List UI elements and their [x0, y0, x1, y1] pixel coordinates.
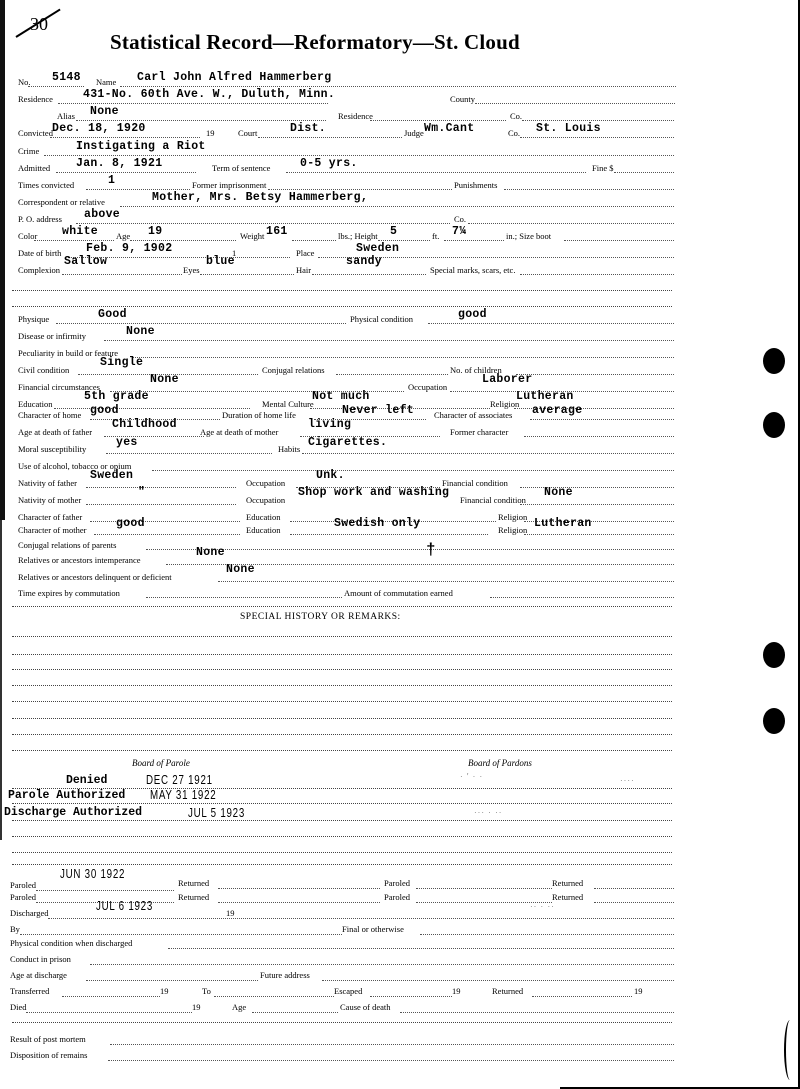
number-label: No. — [18, 77, 31, 87]
parole-authorized-date: MAY 31 1922 — [150, 787, 217, 802]
religion-label: Religion — [490, 399, 520, 409]
final-label: Final or otherwise — [342, 924, 404, 934]
mother-financial-label: Financial condition — [460, 495, 526, 505]
board-of-parole-heading: Board of Parole — [132, 758, 190, 768]
financial-label: Financial circumstances — [18, 382, 100, 392]
row-residence — [0, 88, 800, 106]
term-value: 0-5 yrs. — [300, 157, 358, 170]
mother-nativity-value: " — [138, 486, 146, 499]
board-line — [12, 803, 672, 804]
post-mortem-label: Result of post mortem — [10, 1034, 86, 1044]
times-convicted-value: 1 — [108, 174, 116, 187]
father-death-label: Age at death of father — [18, 427, 93, 437]
alias-label: Alias — [57, 111, 75, 121]
row-died — [0, 998, 800, 1016]
home-duration-value: Never left — [342, 404, 415, 417]
transferred-19: 19 — [160, 986, 169, 996]
convicted-label: Convicted — [18, 128, 53, 138]
place-value: Sweden — [356, 242, 400, 255]
alias-co-label: Co. — [510, 111, 523, 121]
mother-nativity-label: Nativity of mother — [18, 495, 82, 505]
height-feet: 5 — [390, 225, 398, 238]
faint-discharge-text: ·· · ·· — [530, 902, 555, 911]
children-label: No. of children — [450, 365, 502, 375]
record-number: 5148 — [52, 71, 81, 84]
row-admitted — [0, 157, 800, 175]
page-title: Statistical Record—Reformatory—St. Cloud — [110, 30, 520, 54]
inmate-name: Carl John Alfred Hammerberg — [137, 71, 332, 84]
color-label: Color — [18, 231, 38, 241]
civil-condition-label: Civil condition — [18, 365, 70, 375]
former-character-label: Former character — [450, 427, 509, 437]
disease-label: Disease or infirmity — [18, 331, 86, 341]
row-crime — [0, 140, 800, 158]
faint-pardons-text: ··· · ·· — [474, 808, 503, 817]
fine-label: Fine $ — [592, 163, 614, 173]
father-nativity-label: Nativity of father — [18, 478, 78, 488]
hair-label: Hair — [296, 265, 312, 275]
blank-line — [12, 606, 672, 607]
punch-hole-icon — [763, 642, 785, 668]
alias-value: None — [90, 105, 119, 118]
county-co-value: St. Louis — [536, 122, 601, 135]
age-label: Age — [116, 231, 131, 241]
punch-hole-icon — [763, 708, 785, 734]
mother-financial-value: None — [544, 486, 573, 499]
paroled-label: Paroled — [10, 880, 36, 890]
former-imprisonment-label: Former imprisonment — [192, 180, 267, 190]
discharged-date: JUL 6 1923 — [96, 898, 154, 913]
mother-death-value: living — [308, 418, 352, 431]
row-civil — [0, 356, 800, 377]
physique-label: Physique — [18, 314, 50, 324]
times-convicted-label: Times convicted — [18, 180, 75, 190]
remarks-line — [12, 734, 672, 735]
convicted-date: Dec. 18, 1920 — [52, 122, 146, 135]
dob-value: Feb. 9, 1902 — [86, 242, 173, 255]
row-disease — [0, 325, 800, 343]
margin-mark-icon: † — [426, 541, 436, 559]
po-address-value: above — [84, 208, 121, 221]
future-address-label: Future address — [260, 970, 310, 980]
peculiarity-label: Peculiarity in build or feature — [18, 348, 119, 358]
paroled-date: JUN 30 1922 — [60, 866, 126, 881]
intemperance-label: Relatives or ancestors intemperance — [18, 555, 141, 565]
parole-authorized-stamp: Parole Authorized — [8, 789, 126, 802]
age-value: 19 — [148, 225, 163, 238]
residence-label: Residence — [18, 94, 53, 104]
row-dob — [0, 242, 800, 260]
discharged-label: Discharged — [10, 908, 49, 918]
court-label: Court — [238, 128, 258, 138]
lbs-height-label: lbs.; Height — [338, 231, 378, 241]
correspondent-value: Mother, Mrs. Betsy Hammerberg, — [152, 191, 369, 204]
po-co-label: Co. — [454, 214, 467, 224]
remarks-line — [12, 654, 672, 655]
physical-condition-label: Physical condition — [350, 314, 414, 324]
physique-value: Good — [98, 308, 127, 321]
died-label: Died — [10, 1002, 27, 1012]
associates-label: Character of associates — [434, 410, 513, 420]
court-value: Dist. — [290, 122, 327, 135]
convicted-19: 19 — [206, 128, 215, 138]
father-financial-label: Financial condition — [442, 478, 508, 488]
row-commutation — [0, 582, 800, 600]
father-occupation-value: Unk. — [316, 469, 345, 482]
complexion-value: Sallow — [64, 255, 108, 268]
religion-value: Lutheran — [516, 390, 574, 403]
occupation-value: Laborer — [482, 373, 533, 386]
escaped-19: 19 — [452, 986, 461, 996]
row-times-convicted — [0, 174, 800, 192]
cause-of-death-label: Cause of death — [340, 1002, 391, 1012]
delinquent-label: Relatives or ancestors delinquent or deficient — [18, 572, 172, 582]
occupation-label: Occupation — [408, 382, 448, 392]
phys-discharged-label: Physical condition when discharged — [10, 938, 133, 948]
discharged-19: 19 — [226, 908, 235, 918]
row-correspondent — [0, 191, 800, 209]
remarks-line — [12, 636, 672, 637]
mother-character-label: Character of mother — [18, 525, 87, 535]
mental-culture-label: Mental Culture — [262, 399, 314, 409]
home-character-label: Character of home — [18, 410, 82, 420]
row-complexion — [0, 255, 800, 277]
remarks-line — [12, 750, 672, 751]
residence-value: 431-No. 60th Ave. W., Duluth, Minn. — [83, 88, 336, 101]
blank-line — [12, 290, 672, 291]
alcohol-label: Use of alcohol, tobacco or opium — [18, 461, 132, 471]
intemperance-value: None — [196, 546, 225, 559]
mother-occupation-label: Occupation — [246, 495, 286, 505]
father-occupation-label: Occupation — [246, 478, 286, 488]
county-label: County — [450, 94, 476, 104]
remarks-line — [12, 718, 672, 719]
disease-value: None — [126, 325, 155, 338]
term-label: Term of sentence — [212, 163, 271, 173]
complexion-label: Complexion — [18, 265, 61, 275]
father-religion-label: Religion — [498, 512, 528, 522]
board-line — [12, 820, 672, 821]
special-marks-label: Special marks, scars, etc. — [430, 265, 516, 275]
escaped-label: Escaped — [334, 986, 363, 996]
habits-label: Habits — [278, 444, 301, 454]
judge-label: Judge — [404, 128, 424, 138]
mental-culture-value: Not much — [312, 390, 370, 403]
commutation-label: Time expires by commutation — [18, 588, 120, 598]
dob-label: Date of birth — [18, 248, 62, 258]
row-color-age-weight — [0, 225, 800, 243]
page-number: 30 — [30, 14, 48, 34]
punishments-label: Punishments — [454, 180, 498, 190]
place-label: Place — [296, 248, 315, 258]
died-age-label: Age — [232, 1002, 247, 1012]
row-po-address — [0, 208, 800, 226]
to-label: To — [202, 986, 211, 996]
age-discharge-label: Age at discharge — [10, 970, 67, 980]
dob-1: 1 — [232, 248, 237, 258]
denied-stamp: Denied — [66, 774, 108, 787]
returned-transfer-label: Returned — [492, 986, 524, 996]
row-physique — [0, 308, 800, 326]
blank-line — [12, 306, 672, 307]
moral-value: yes — [116, 436, 138, 449]
returned-19: 19 — [634, 986, 643, 996]
habits-value: Cigarettes. — [308, 436, 388, 449]
mother-occupation-value: Shop work and washing — [298, 486, 450, 499]
faint-pardons-text: ···· — [620, 776, 635, 785]
alias-residence-label: Residence — [338, 111, 373, 121]
father-character-label: Character of father — [18, 512, 83, 522]
returned-label: Returned — [178, 878, 210, 888]
admitted-label: Admitted — [18, 163, 51, 173]
weight-value: 161 — [266, 225, 288, 238]
mother-death-label: Age at death of mother — [200, 427, 279, 437]
row-convicted — [0, 122, 800, 140]
associates-value: average — [532, 404, 583, 417]
mother-education-label: Education — [246, 525, 281, 535]
board-of-pardons-heading: Board of Pardons — [468, 758, 532, 768]
died-19: 19 — [192, 1002, 201, 1012]
height-inches: 7¼ — [452, 225, 467, 238]
correspondent-label: Correspondent or relative — [18, 197, 105, 207]
financial-value: None — [150, 373, 179, 386]
mother-religion-label: Religion — [498, 525, 528, 535]
remarks-line — [12, 701, 672, 702]
judge-value: Wm.Cant — [424, 122, 475, 135]
paroled-label-2: Paroled — [384, 878, 410, 888]
paroled-label-2: Paroled — [384, 892, 410, 902]
weight-label: Weight — [240, 231, 265, 241]
in-boot-label: in.; Size boot — [506, 231, 552, 241]
moral-label: Moral susceptibility — [18, 444, 87, 454]
special-history-heading: SPECIAL HISTORY OR REMARKS: — [240, 612, 401, 622]
row-alias — [0, 105, 800, 123]
conjugal-relations-label: Conjugal relations — [262, 365, 325, 375]
education-label: Education — [18, 399, 53, 409]
delinquent-value: None — [226, 563, 255, 576]
home-character-value: good — [90, 404, 119, 417]
returned-label-2: Returned — [552, 878, 584, 888]
by-label: By — [10, 924, 20, 934]
commutation-amount-label: Amount of commutation earned — [344, 588, 453, 598]
blank-line — [12, 852, 672, 853]
mother-religion-value: Lutheran — [534, 517, 592, 530]
remarks-line — [12, 669, 672, 670]
conduct-label: Conduct in prison — [10, 954, 71, 964]
name-label: Name — [96, 77, 117, 87]
returned-label: Returned — [178, 892, 210, 902]
returned-label-2: Returned — [552, 892, 584, 902]
paroled-label: Paroled — [10, 892, 36, 902]
row-remains — [0, 1046, 800, 1064]
row-moral — [0, 438, 800, 456]
color-value: white — [62, 225, 99, 238]
remains-label: Disposition of remains — [10, 1050, 88, 1060]
admitted-date: Jan. 8, 1921 — [76, 157, 163, 170]
blank-line — [12, 864, 672, 865]
ft-label: ft. — [432, 231, 440, 241]
row-number-name — [0, 71, 800, 89]
mother-education-value: Swedish only — [334, 517, 421, 530]
eyes-value: blue — [206, 255, 235, 268]
parents-conjugal-label: Conjugal relations of parents — [18, 540, 117, 550]
education-value: 5th grade — [84, 390, 149, 403]
faint-pardons-text: · ′ · · — [460, 772, 484, 781]
hair-value: sandy — [346, 255, 383, 268]
mother-character-value: good — [116, 517, 145, 530]
home-duration-label: Duration of home life — [222, 410, 296, 420]
father-nativity-value: Sweden — [90, 469, 134, 482]
father-education-label: Education — [246, 512, 281, 522]
physical-condition-value: good — [458, 308, 487, 321]
remarks-line — [12, 685, 672, 686]
transferred-label: Transferred — [10, 986, 50, 996]
father-death-value: Childhood — [112, 418, 177, 431]
denied-date: DEC 27 1921 — [146, 772, 213, 787]
county-co-label: Co. — [508, 128, 521, 138]
blank-line — [12, 1022, 672, 1023]
row-mother-character — [0, 515, 800, 533]
civil-condition-value: Single — [100, 356, 144, 369]
po-address-label: P. O. address — [18, 214, 62, 224]
row-mother-nativity — [0, 486, 800, 507]
crime-value: Instigating a Riot — [76, 140, 206, 153]
blank-line — [12, 836, 672, 837]
discharge-authorized-stamp: Discharge Authorized — [4, 806, 143, 819]
crime-label: Crime — [18, 146, 40, 156]
eyes-label: Eyes — [183, 265, 200, 275]
discharge-authorized-date: JUL 5 1923 — [188, 805, 246, 820]
